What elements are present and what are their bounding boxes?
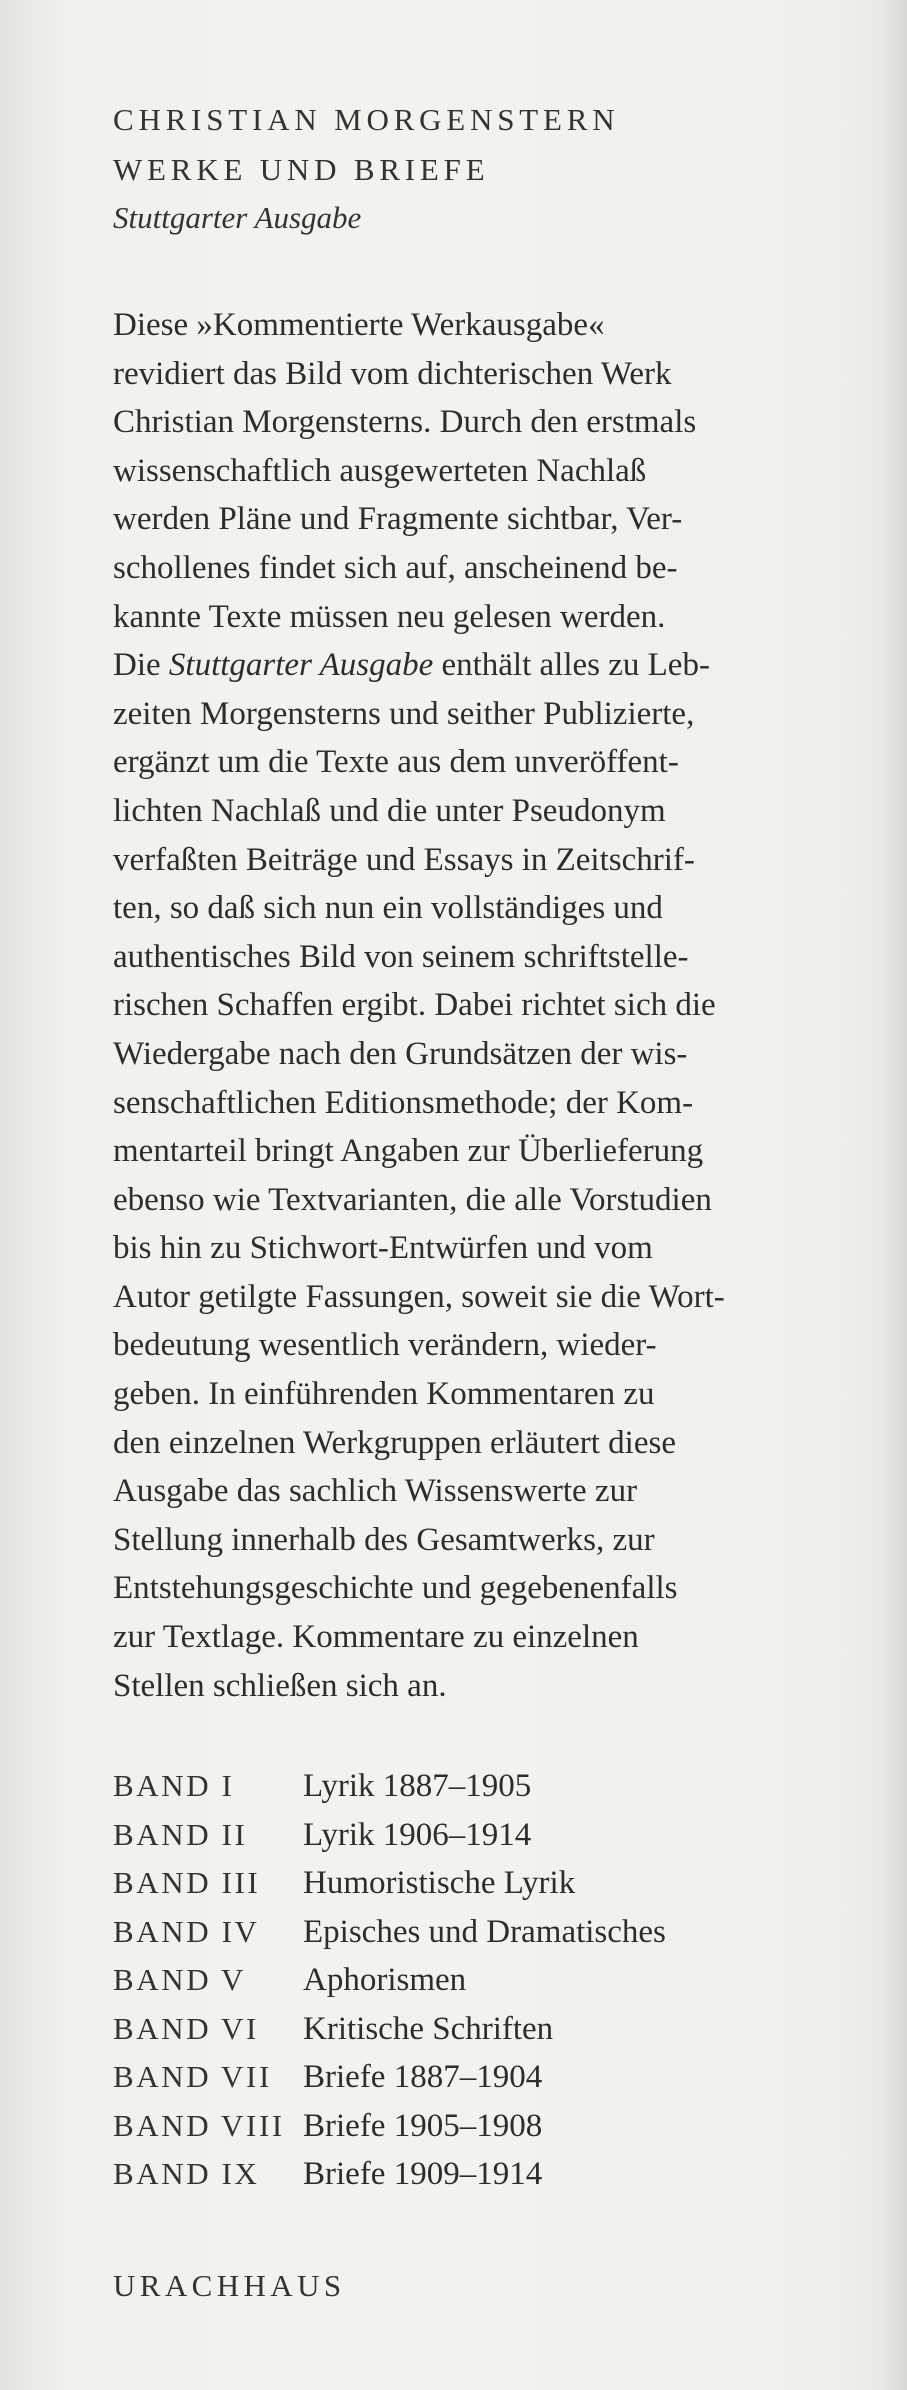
publisher-name: URACHHAUS: [113, 2267, 346, 2303]
description-line: lichten Nachlaß und die unter Pseudonym: [113, 792, 666, 829]
description-line: den einzelnen Werkgruppen erläutert diese: [113, 1424, 676, 1461]
description-line: kannte Texte müssen neu gelesen werden.: [113, 598, 666, 635]
description-line: werden Pläne und Fragmente sichtbar, Ver-: [113, 501, 683, 538]
description-line: bedeutung wesentlich verändern, wieder-: [113, 1327, 657, 1364]
volume-title: Lyrik 1906–1914: [303, 1816, 532, 1853]
volume-title: Humoristische Lyrik: [303, 1865, 576, 1902]
description-line: rischen Schaffen ergibt. Dabei richtet sich die: [113, 987, 716, 1024]
volume-item: [113, 2011, 873, 2060]
edition-name-italic: Stuttgarter Ausgabe: [168, 647, 434, 684]
volume-title: Kritische Schriften: [303, 2010, 554, 2047]
volume-label: BAND VIII: [113, 2107, 285, 2143]
volume-label: BAND VI: [113, 2010, 259, 2046]
description-line: ten, so daß sich nun ein vollständiges und: [113, 890, 663, 927]
description-line: Autor getilgte Fassungen, soweit sie die Wort-: [113, 1278, 725, 1315]
volume-title: Briefe 1909–1914: [303, 2156, 543, 2193]
description-line: Stellung innerhalb des Gesamtwerks, zur: [113, 1521, 655, 1558]
volume-label: BAND III: [113, 1865, 261, 1901]
description-line: zeiten Morgensterns und seither Publizierte,: [113, 695, 695, 732]
volume-item: [113, 1865, 873, 1914]
line-prefix: Die: [113, 647, 169, 684]
volume-item: [113, 2108, 873, 2157]
edition-subtitle: Stuttgarter Ausgabe: [113, 200, 362, 235]
description-line: zur Textlage. Kommentare zu einzelnen: [113, 1619, 639, 1656]
flap-content: [113, 95, 873, 2309]
volume-label: BAND VII: [113, 2059, 272, 2095]
volume-label: BAND II: [113, 1816, 248, 1852]
volume-item: [113, 1914, 873, 1963]
description-line: geben. In einführenden Kommentaren zu: [113, 1376, 655, 1413]
description-line: mentarteil bringt Angaben zur Überlieferung: [113, 1133, 704, 1170]
description-line: bis hin zu Stichwort-Entwürfen und vom: [113, 1230, 653, 1267]
volume-title: Briefe 1905–1908: [303, 2107, 543, 2144]
volume-item: [113, 1768, 873, 1817]
description-paragraph: [113, 301, 853, 1710]
paper-edge-shadow: [883, 0, 907, 2390]
description-line: wissenschaftlich ausgewerteten Nachlaß: [113, 452, 647, 489]
author-name: CHRISTIAN MORGENSTERN: [113, 102, 620, 137]
volume-title: Episches und Dramatisches: [303, 1913, 666, 1950]
description-line: schollenes findet sich auf, anscheinend be-: [113, 549, 678, 586]
volume-title: Lyrik 1887–1905: [303, 1768, 532, 1805]
description-line: Ausgabe das sachlich Wissenswerte zur: [113, 1473, 638, 1510]
volume-item: [113, 1817, 873, 1866]
volume-label: BAND IX: [113, 2156, 260, 2192]
description-line: ergänzt um die Texte aus dem unveröffent-: [113, 744, 679, 781]
description-line: senschaftlichen Editionsmethode; der Kom-: [113, 1084, 694, 1121]
description-line: revidiert das Bild vom dichterischen Werk: [113, 355, 672, 392]
volume-label: BAND IV: [113, 1913, 260, 1949]
description-line: authentisches Bild von seinem schriftstelle-: [113, 938, 689, 975]
description-line: Wiedergabe nach den Grundsätzen der wis-: [113, 1035, 688, 1072]
description-line: Diese »Kommentierte Werkausgabe«: [113, 307, 605, 343]
line-suffix: enthält alles zu Leb-: [433, 647, 710, 684]
volume-title: Briefe 1887–1904: [303, 2059, 543, 2096]
volume-item: [113, 2059, 873, 2108]
volume-item: [113, 1962, 873, 2011]
description-line: Entstehungsgeschichte und gegebenenfalls: [113, 1570, 678, 1607]
description-line: ebenso wie Textvarianten, die alle Vorstudien: [113, 1181, 712, 1218]
volume-label: BAND I: [113, 1768, 235, 1804]
description-line-with-italic: [113, 641, 853, 690]
series-title: WERKE UND BRIEFE: [113, 152, 490, 187]
volume-list: [113, 1768, 873, 2205]
description-line: verfaßten Beiträge und Essays in Zeitschrif-: [113, 841, 695, 878]
volume-title: Aphorismen: [303, 1962, 467, 1999]
header-block: [113, 95, 873, 241]
description-line: Stellen schließen sich an.: [113, 1667, 447, 1704]
volume-label: BAND V: [113, 1962, 247, 1998]
volume-item: [113, 2156, 873, 2205]
description-line: Christian Morgensterns. Durch den erstmals: [113, 404, 697, 441]
